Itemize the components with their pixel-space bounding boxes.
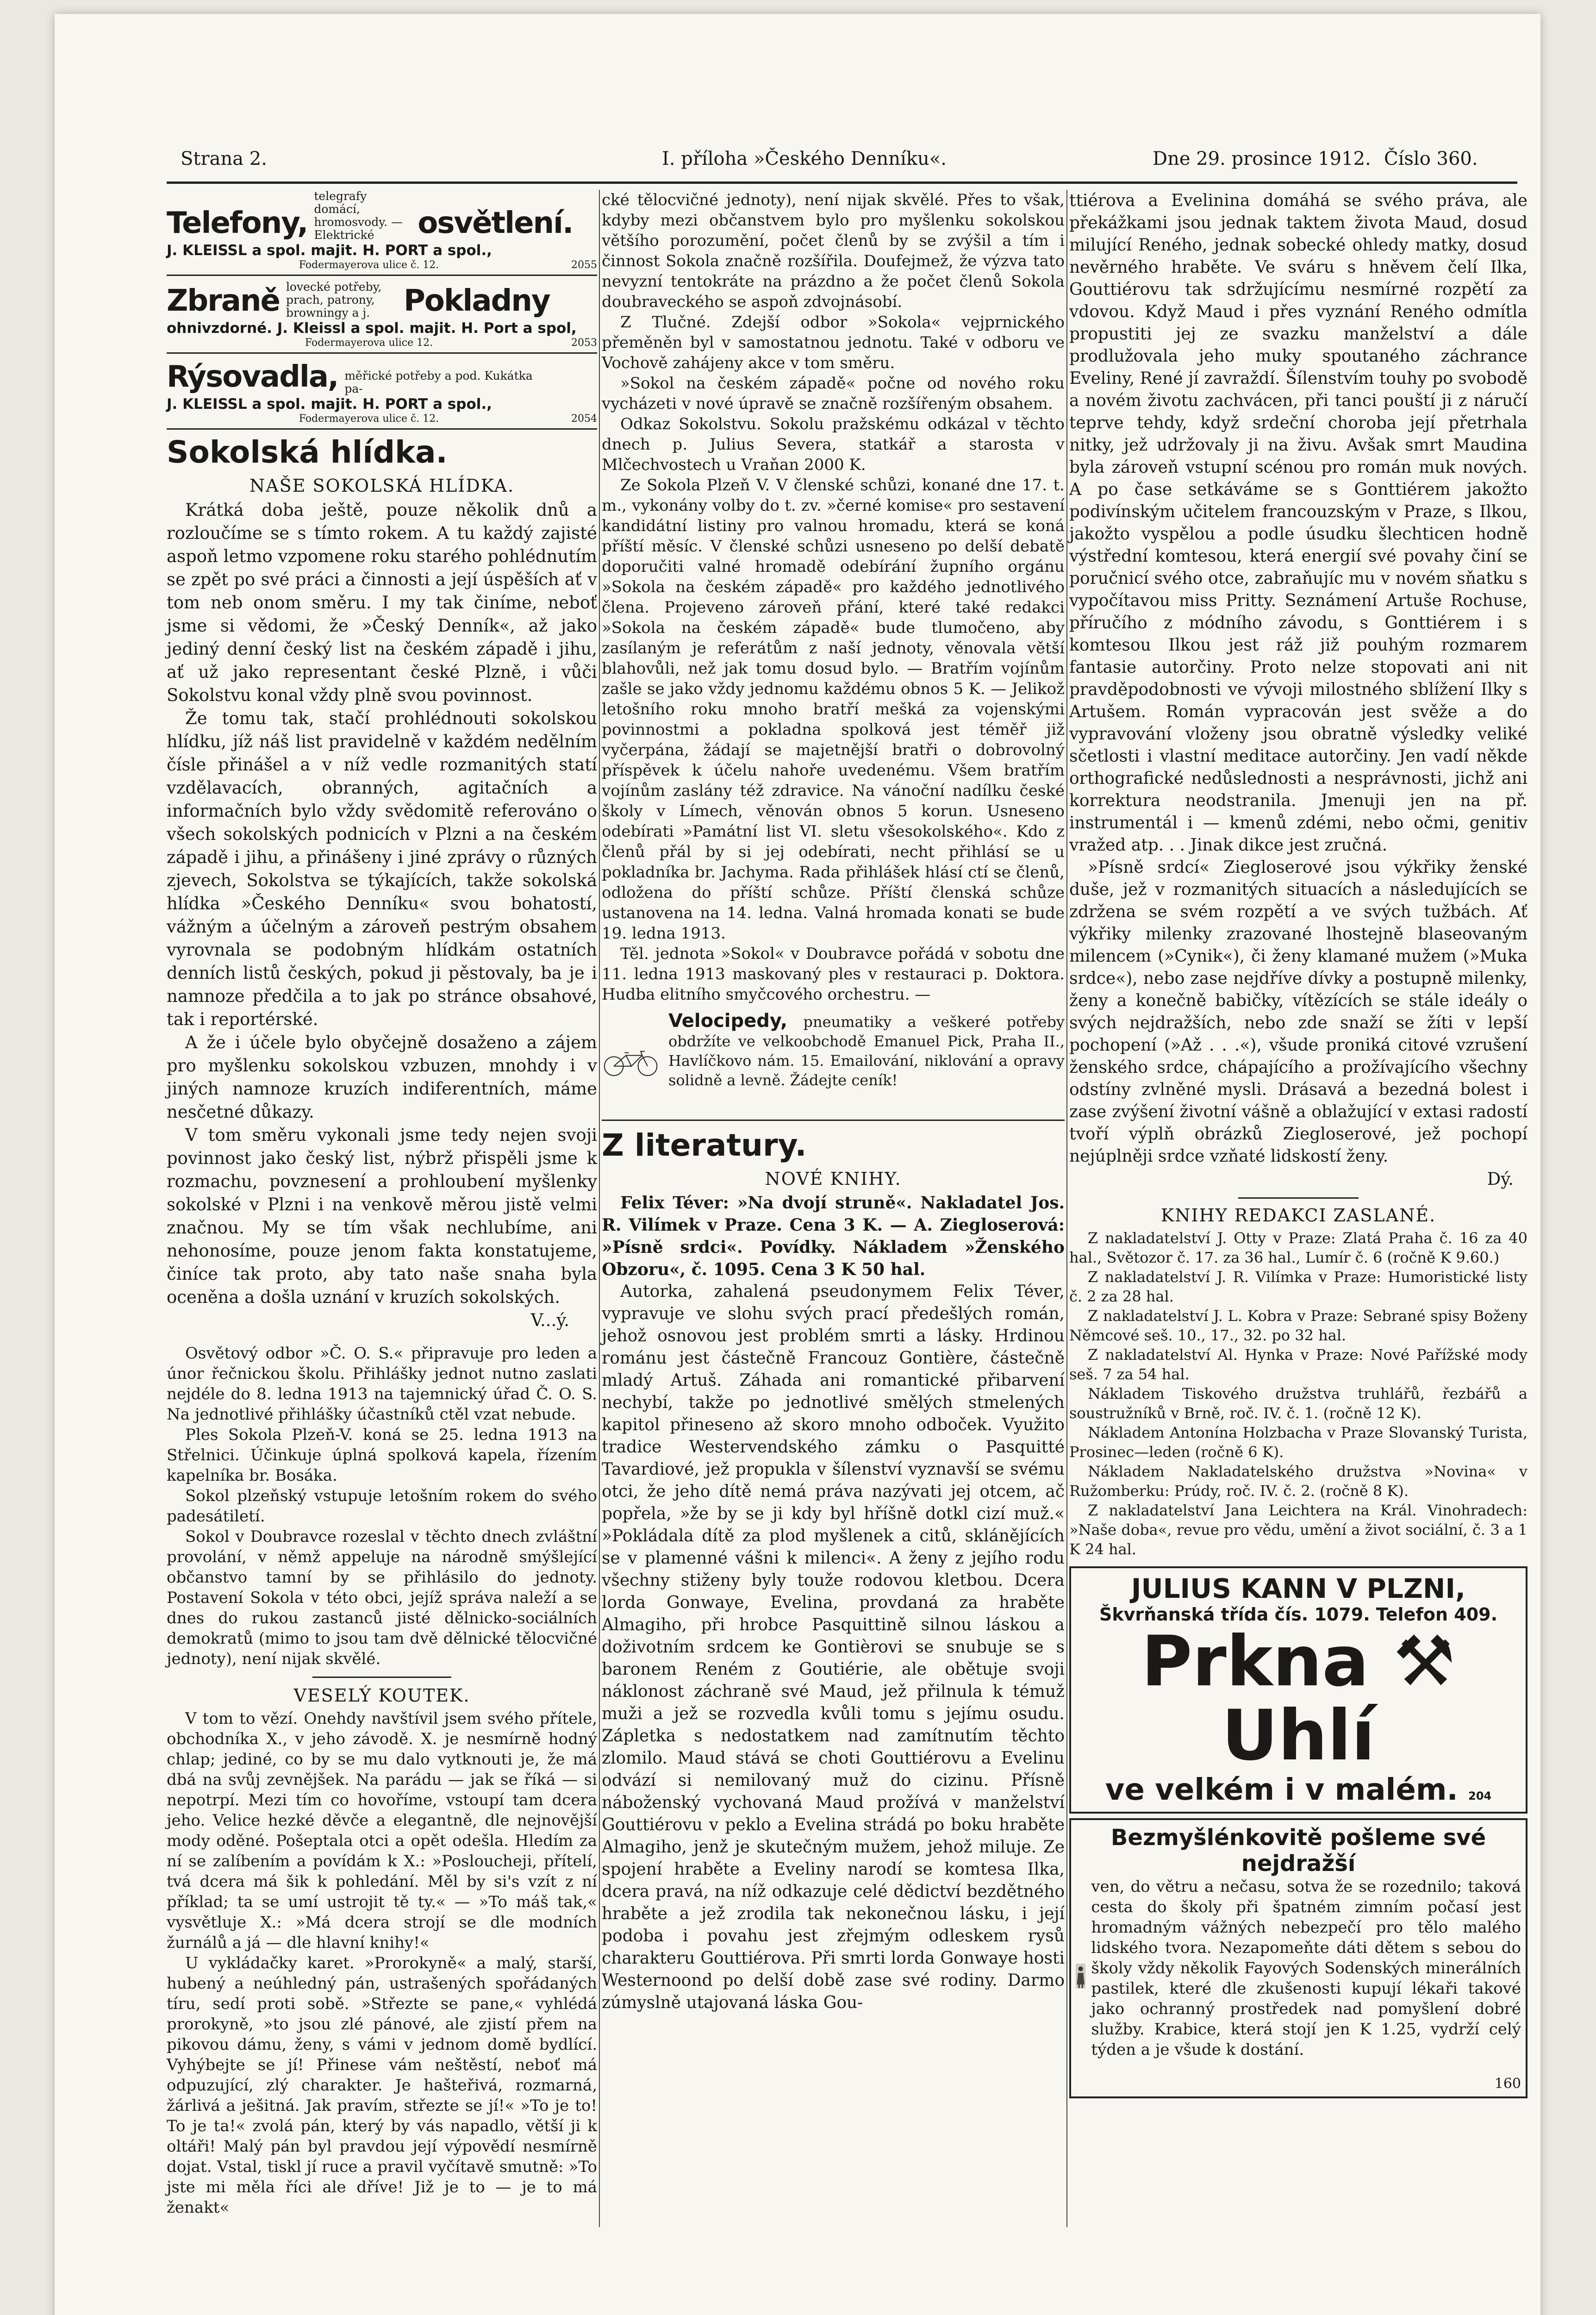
news-paragraph: Ze Sokola Plzeň V. V členské schůzi, konané dne 17. t. m., vykonány volby do t. zv. »černé komise« pro sestavení kandidátní listiny pro valnou hromadu, která se koná příští měsíc. V členské schůzi usneseno po delší debatě doporučiti valné hromadě odebírání župního orgánu »Sokola na českém západě« pro každého jednotlivého člena. Projeveno zároveň přání, které také redakci »Sokola na českém západě« bude tlumočeno, aby zasílaným je referátům z naší jednoty, věnovala větší blahovůli, než jak tomu dosud bylo. — Bratřím vojínům zašle se jako vždy jednomu každému obnos 5 K. — Jelikož letošního roku mnoho bratří mešká za vojenskými povinnostmi a pokladna spolková jest téměř již vyčerpána, žádají se majetnější bratři o dobrovolný příspěvek k účelu nahoře uvedenému. Všem bratřím vojínům zaslány též zdravice. Na vánoční nadílku české školy v Límech, věnován obnos 5 korun. Usneseno odebírati »Památní list VI. sletu všesokolského«. Kdo z členů přál by si jej odebírati, necht přihlásí se u pokladníka br. Jachyma. Rada přihlášek hlásí ctí se členů, odložena do příští schůze. Příští členská schůze ustanovena na 14. ledna. Valná hromada konati se bude 19. ledna 1913. bbox=[602, 476, 1065, 943]
ad-telefony: Telefony, telegrafy domácí, hromosvody. — Elektrické osvětlení. J. KLEISSL a spol. majit. H. PORT a spol., Fodermayerova ulice č. 12. 2055 bbox=[167, 190, 597, 276]
sokol-notice: Sokol plzeňský vstupuje letošním rokem do svého padesátiletí. bbox=[167, 1487, 597, 1526]
column-divider-2 bbox=[1066, 190, 1067, 2227]
koutek-title: VESELÝ KOUTEK. bbox=[293, 1685, 470, 1706]
literature-paragraph: Felix Téver: »Na dvojí struně«. Nakladatel Jos. R. Vilímek v Praze. Cena 3 K. — A. Ziegloserová: »Písně srdci«. Povídky. Nákladem »Ženského Obzoru«, č. 1095. Cena 3 K 50 hal. bbox=[602, 1193, 1065, 1279]
column-divider-1 bbox=[599, 190, 600, 2227]
news-paragraph: »Sokol na českém západě« počne od nového roku vycházeti v nové úpravě se značně rozšířeným obsahem. bbox=[602, 374, 1065, 413]
sokol-section-title: Sokolská hlídka. bbox=[167, 434, 448, 470]
divider bbox=[602, 1120, 1065, 1121]
ad-zbrane: Zbraně lovecké potřeby, prach, patrony, browningy a j. Pokladny ohnivzdorné. J. Kleissl a spol. majit. H. Port a spol, Fodermayerova ulice 12. 2053 bbox=[167, 281, 597, 354]
book-entry: Z nakladatelství J. R. Vilímka v Praze: Humoristické listy č. 2 za 28 hal. bbox=[1069, 1268, 1527, 1305]
book-entry: Nákladem Antonína Holzbacha v Praze Slovanský Turista, Prosinec—leden (ročně 6 K). bbox=[1069, 1424, 1527, 1461]
issue-date: Dne 29. prosince 1912. bbox=[1153, 148, 1371, 169]
literature-section-title: Z literatury. bbox=[602, 1127, 807, 1163]
supplement-title: I. příloha »Českého Denníku«. bbox=[662, 148, 947, 169]
koutek-paragraph: V tom to vězí. Onehdy navštívil jsem svého přítele, obchodníka X., v jeho závodě. X. je nesmírně hodný chlap; jediné, co by se mu dalo vytknouti je, že má dbá na svůj zevnějšek. Na parádu — jak se říká — si nepotrpí. Mezi tím co hovoříme, vstoupí tam dcera jeho. Velice hezké děvče a elegantně, dle nejnovější mody oděné. Pošeptala otci a opět odešla. Hledím za ní se zalíbením a povídám k X.: »Posloucheji, přítelí, tvá dcera má šik k pohledání. Měl by si's vzít z ní příklad; ta se umí ustrojit tě ty.« — »To máš tak,« vysvětluje X.: »Má dcera strojí se dle modních žurnálů a já — dle hlavní knihy!« bbox=[167, 1709, 597, 1952]
ad-rysovadla: Rýsovadla, měřické potřeby a pod. Kukátka pa- J. KLEISSL a spol. majit. H. PORT a spol., Fodermayerova ulice č. 12. 2054 bbox=[167, 358, 597, 430]
sokol-paragraph: Krátká doba ještě, pouze několik dnů a rozloučíme se s tímto rokem. A tu každý zajisté aspoň letmo vzpomene roku starého pohlédnutím se zpět po své práci a činnosti a její úspěších ať v tom neb onom směru. I my tak činíme, neboť jsme si vědomi, že »Český Denník«, až jako jediný denní český list na českém západě i jihu, ať už jako representant české Plzně, i vůči Sokolstvu konal vždy plně svou povinnost. bbox=[167, 500, 597, 705]
bicycle-icon bbox=[602, 1011, 661, 1113]
sokol-paragraph: A že i účele bylo obyčejně dosaženo a zájem pro myšlenku sokolskou vzbuzen, mnohdy i v jiných namnoze kruzích indiferentních, máme nesčetné důkazy. bbox=[167, 1032, 597, 1122]
bicycle-ad-title: Velocipedy, bbox=[668, 1010, 788, 1032]
ad-title: Telefony, bbox=[167, 206, 308, 240]
review-paragraph: ttiérova a Evelinina domáhá se svého práva, ale překážkami jsou jednak taktem života Maud, dosud milující Reného, jednak sobecké ohledy matky, dosud nevěrného hraběte. Ve sváru s hněvem čelí Ilka, Gouttiérovu tak sdržujícímu nesmírné rozpětí za vdovou. Když Maud i přes vyznání Reného odmítla propustiti jej ze svazku manželství a dále prodlužovala jeho muky spoutaného záchrance Eveliny, René jí zavraždí. Šílenstvím touhy po svobodě a novém životu zachvácen, při tanci pouští ji z náručí teprve tehdy, když srdeční choroba její přetrhala nitky, jež udržovaly ji na živu. Avšak smrt Maudina byla zároveň vstupní scénou pro román muk nových. A po čase setkáváme se s Gonttiérem jakožto podivínským učitelem francouzským v Praze, s Ilkou, jakožto vyspělou a podle úsudku šlechticen hodně výstřední komtesou, která energií své povahy činí se poručnicí svého otce, zabraňujíc mu v novém sňatku s vypočítavou miss Pritty. Seznámení Artuše Rochuse, příručího z módního závodu, s Gonttiérem i s komtesou Ilkou jest ráž již pouhým rozmarem fantasie autorčiny. Proto nelze stopovati ani nit pravděpodobnosti ve vývoji milostného sblížení Ilky s Artušem. Román vypracován jest svěže a do vypravování vloženy jsou obratně výsledky veliké sčetlosti i vlastní meditace autorčiny. Jen vadí někde orthografické nedůslednosti a nesprávnosti, jichž ani korrektura neodstranila. Jmenuji jen na př. instrumentál i — kmenů zdémi, nebo očmi, genitiv vražed atp. . . Jinak dikce jest zručná. bbox=[1069, 191, 1527, 855]
sokol-notice: Ples Sokola Plzeň-V. koná se 25. ledna 1913 na Střelnici. Účinkuje úplná spolková kapela, řízením kapelníka br. Bosáka. bbox=[167, 1426, 597, 1485]
book-entry: Z nakladatelství Jana Leichtera na Král. Vinohradech: »Naše doba«, revue pro vědu, umění a život sociální, č. 3 a 1 K 24 hal. bbox=[1069, 1502, 1527, 1558]
sokol-notice: Sokol v Doubravce rozeslal v těchto dnech zvláštní provolání, v němž appeluje na národně smýšlející občanstvo tamní by se přihlásilo do jednoty. Postavení Sokola v této obci, jejíž správa naleží a se dnes do rukou zastanců jisté dělnicko-sociálních demokratů (mimo to jsou tam dvě dělnické tělocvičné jednoty), není nijak skvělé. bbox=[167, 1527, 597, 1668]
divider bbox=[312, 1677, 451, 1678]
book-entry: Nákladem Tiskového družstva truhlářů, řezbářů a soustružníků v Brně, roč. IV. č. 1. (ročně 12 K). bbox=[1069, 1385, 1527, 1422]
issue-number: Číslo 360. bbox=[1384, 148, 1478, 169]
news-paragraph: Těl. jednota »Sokol« v Doubravce pořádá v sobotu dne 11. ledna 1913 maskovaný ples v restauraci p. Doktora. Hudba elitního smyčcového orchestru. — bbox=[602, 945, 1065, 1004]
news-paragraph: cké tělocvičné jednoty), není nijak skvělé. Přes to však, kdyby mezi občanstvem bylo pro myšlenku sokolskou většího porozumění, počet členů by se zvýšil a tím i činnost Sokola značně rozšířila. Doufejmež, že výzva tato nevyzní tentokráte na prázdno a že počet členů Sokola doubraveckého se aspoň zdvojnásobí. bbox=[602, 191, 1065, 311]
news-paragraph: Odkaz Sokolstvu. Sokolu pražskému odkázal v těchto dnech p. Julius Severa, statkář a starosta v Mlčechvostech u Vraňan 2000 K. bbox=[602, 415, 1065, 474]
sokol-paragraph: V tom směru vykonali jsme tedy nejen svoji povinnost jako český list, nýbrž přispěli jsme k rozmachu, povznesení a prohloubení myšlenky sokolské v Plzni i na venkově měrou jistě velmi značnou. My se tím však nechlubíme, ani nehonosíme, pouze jenom fakta konstatujeme, činíce tak proto, aby tato naše snaha byla oceněna a došla uznání v kruzích sokolských. bbox=[167, 1125, 597, 1307]
divider bbox=[1238, 1197, 1359, 1199]
book-entry: Z nakladatelství J. Otty v Praze: Zlatá Praha č. 16 za 40 hal., Světozor č. 17. za 36 hal., Lumír č. 6 (ročně K 9.60.) bbox=[1069, 1229, 1527, 1266]
book-entry: Nákladem Nakladatelského družstva »Novina« v Ružomberku: Prúdy, roč. IV. č. 2. (ročně 8 K). bbox=[1069, 1463, 1527, 1500]
koutek-paragraph: U vykládačky karet. »Prorokyně« a malý, starší, hubený a neúhledný pán, ustrašených spořádaných tíru, sedí proti sobě. »Střezte se pane,« vyhlédá prorokyně, »to jsou zlé pánové, ale zjistí přem na pikovou dámu, ženy, s vámi v jednom domě bydlící. Vyhýbejte se jí! Přinese vám neštěstí, neboť má odpuzující, zlý charakter. Je hašteřivá, rozmarná, žárlivá a ješitná. Jak pravím, střezte se jí!« »To je to! To je ta!« zvolá pán, který by vás napadlo, větší ji k oltáři! Malý pán byl pravdou její výpovědí nesmírně dojat. Vstal, tiskl jí ruce a pravil vyčítavě smutně: »To jste mi měla říci ale dříve! Již je to — je to má ženakt« bbox=[167, 1954, 597, 2217]
page-header bbox=[181, 148, 1517, 181]
bicycle-ad: Velocipedy, pneumatiky a veškeré potřeby obdržíte ve velkoobchodě Emanuel Pick, Praha II., Havlíčkovo nám. 15. Emailování, niklování a opravy solidně a levně. Žádejte ceník! bbox=[602, 1011, 1065, 1113]
sokol-paragraph: Že tomu tak, stačí prohlédnouti sokolskou hlídku, jíž náš list pravidelně v každém nedělním čísle přinášel a v níž vedle rozmanitých statí vzdělavacích, obranných, agitačních a informačních bylo vždy svědomitě referováno o všech sokolských podnicích v Plzni a na českém západě i jihu, a přinášeny i jiné zprávy o různých zjevech, Sokolstva se týkajících, takže sokolská hlídka »Českého Denníku« svou bohatostí, vážným a účelným a zároveň pestrým obsahem vyrovnala se podobným hlídkám ostatních denních listů českých, pokud ji pěstovaly, ba je i namnoze předčila a to jak po stránce obsahové, tak i reportérské. bbox=[167, 708, 597, 1029]
child-illustration-icon bbox=[1076, 1877, 1085, 2076]
book-entry: Z nakladatelství J. L. Kobra v Praze: Sebrané spisy Boženy Němcové seš. 10., 17., 32. po 32 hal. bbox=[1069, 1307, 1527, 1344]
column-3 bbox=[1069, 190, 1527, 2098]
sokol-subtitle: NAŠE SOKOLSKÁ HLÍDKA. bbox=[249, 476, 515, 496]
review-signature: Dý. bbox=[1487, 1169, 1514, 1189]
column-1 bbox=[167, 190, 597, 2218]
header-rule bbox=[167, 181, 1517, 184]
sokol-notice: Osvětový odbor »Č. O. S.« připravuje pro leden a únor řečnickou školu. Přihlášky jednot nutno zaslati nejdéle do 8. ledna 1913 na tajemnický úřad Č. O. S. Na jednotlivé přihlášky účastníků ctěl vzat nebude. bbox=[167, 1344, 597, 1424]
literature-subtitle: NOVÉ KNIHY. bbox=[765, 1169, 902, 1189]
sokol-signature: V...ý. bbox=[530, 1310, 569, 1330]
literature-paragraph: Autorka, zahalená pseudonymem Felix Téver, vypravuje ve slohu svých prací předešlých román, jehož osnovou jest problém smrti a lásky. Hrdinou románu jest částečně Francouz Gontière, částečně mladý Artuš. Záhada ani romantické přibarvení nechybí, takže po jednotlivé smělých stmelených kapitol přineseno až skoro mnoho odboček. Využito tradice Westervendského zámku o Pasquitté Tavardiové, jež propukla v šílenství vyznavší se svému otci, že jeho dítě nemá práva nazývati jej otcem, ač popřela, »že by se ji kdy byl hříšně dotkl cizí muž.« »Pokládala dítě za plod myšlenek a citů, sklánějících se v plamenné vášni k milenci«. A ženy z jejího rodu všechny stiženy byly touže rodovou kletbou. Dcera lorda Gonwaye, Evelina, provdaná za hraběte Almagiho, při hrobce Pasquittině silnou láskou a doživotním srdcem ke Gontièrovi se snubuje se s baronem Reném z Goutiérie, ale obětuje svoji náklonost záchraně své Maud, jež přilnula k témuž muži a jež se rozvedla kvůli tomu s jejímu osudu. Zápletka s nedostatkem nad zamítnutím těchto zlomilo. Maud stává se choti Gouttiérovu a Evelinu odvází si nemilovaný muž do cizinu. Přísně náboženský vychovaná Maud prožívá v manželství Gouttiérovu v peklo a Evelina strádá po boku hraběte Almagiho, jenž je skutečným mužem, jehož miluje. Ze spojení hraběte a Eveliny narodí se komtesa Ilka, dcera pravá, na níž odkazuje celé dědictví bezdětného hraběte a jež zrodila tak nekonečnou lásku, i její podoba i povahu jest zřejmým odleskem rysů charakteru Gouttiérova. Při smrti lorda Gonwaye hosti Westernoond po delší době zase své rodiny. Darmo zúmyslně utajovaná láska Gou- bbox=[602, 1282, 1065, 2012]
news-paragraph: Z Tlučné. Zdejší odbor »Sokola« vejprnického přeměněn byl v samostatnou jednotu. Také v odboru ve Vochově zahájeny akce v tom směru. bbox=[602, 313, 1065, 372]
pastilky-ad: Bezmyšlénkovitě pošleme své nejdražší ven, do větru a nečasu, sotva že se rozednilo; taková cesta do školy při špatném zimním počasí jest hromadným vážných nebezpečí pro tělo malého lidského tvora. Nezapomeňte dáti dětem s sebou do školy vždy několik Fayových Sodenských minerálních pastilek, které dle zkušenosti kupují lékaři takové jako ochranný prostředek nad pomyšlení dobré služby. Krabice, která stojí jen K 1.25, vydrží celý týden a je všude k dostání. 160 bbox=[1069, 1818, 1527, 2098]
review-paragraph: »Písně srdcí« Ziegloserové jsou výkřiky ženské duše, jež v rozmanitých situacích a následujících se zdržena se svém rozpětí a ve svých tužbách. Ať výkřiky milenky zrazované lhostejně blaseovaným milencem (»Cynik«), či ženy klamané mužem (»Muka srdce«), nebo zase nejdříve dívky a postupně milenky, ženy a konečně babičky, vítězících se stále ideály o svých nejdražších, nebo zde snaží se žíti v lepší pochopení (»Až . . .«), všude proniká citové vzrušení ženského srdce, chápajícího a prožívajícího všechny odstíny zvlněné mysli. Drásavá a bezedná bolest i zase zvýšení životní vášně a oblažující v extasi radostí tvoří výplň obrázků Ziegloserové, jež pochopí nejúplněji srdce vzňaté lidskostí ženy. bbox=[1069, 858, 1527, 1166]
column-2 bbox=[602, 190, 1065, 2014]
books-title: KNIHY REDAKCI ZASLANÉ. bbox=[1160, 1205, 1436, 1226]
book-entry: Z nakladatelství Al. Hynka v Praze: Nové Pařížské mody seš. 7 za 54 hal. bbox=[1069, 1346, 1527, 1383]
kann-ad: JULIUS KANN V PLZNI, Škvrňanská třída čís. 1079. Telefon 409. Prkna ⚒ Uhlí ve velkém i v malém. 204 bbox=[1069, 1566, 1527, 1814]
page-number: Strana 2. bbox=[181, 148, 267, 169]
